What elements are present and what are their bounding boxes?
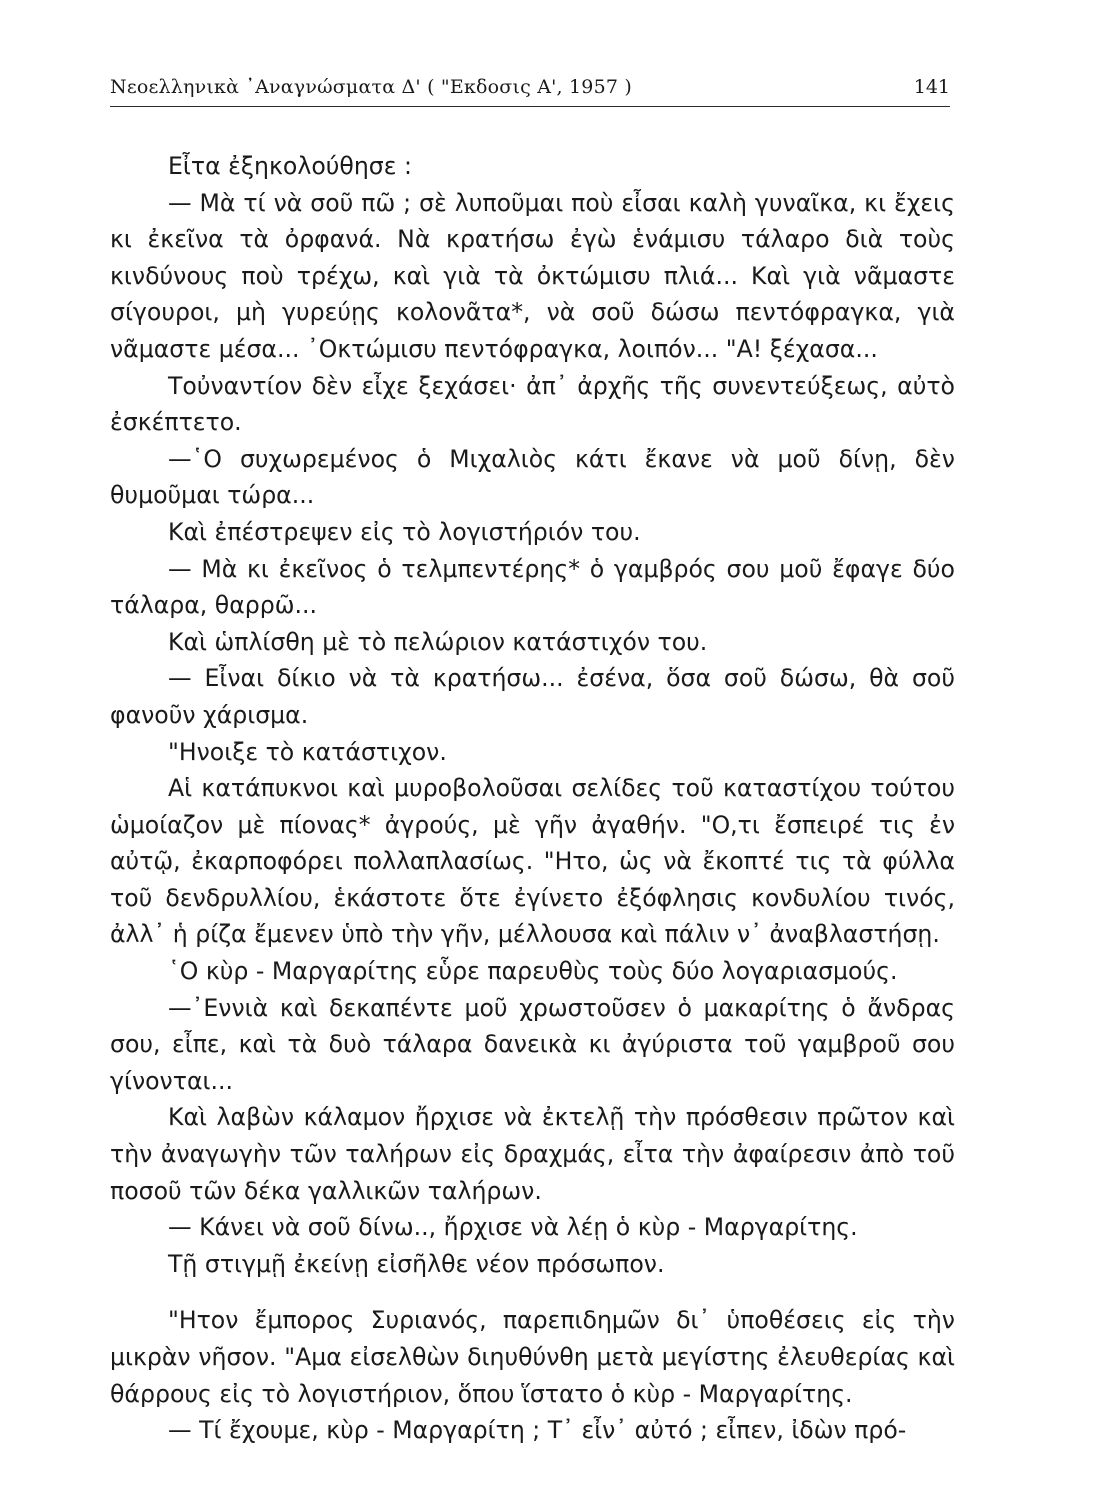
paragraph: ῾Ο κὺρ - Μαργαρίτης εὗρε παρευθὺς τοὺς δύο λογαριασμούς. — [168, 957, 898, 986]
paragraph: Τῇ στιγμῇ ἐκείνῃ εἰσῆλθε νέον πρόσωπον. — [168, 1249, 665, 1278]
paragraph: — Εἶναι δίκιο νὰ τὰ κρατήσω... ἐσένα, ὅσα σοῦ δώσω, θὰ σοῦ φανοῦν χάρισμα. — [110, 664, 955, 729]
paragraph: —᾿Εννιὰ καὶ δεκαπέντε μοῦ χρωστοῦσεν ὁ μακαρίτης ὁ ἄνδρας σου, εἶπε, καὶ τὰ δυὸ τάλαρα δανεικὰ κι ἀγύριστα τοῦ γαμβροῦ σου γίνονται... — [110, 993, 955, 1095]
running-header — [110, 70, 950, 107]
body-text — [110, 148, 955, 1449]
paragraph: Καὶ λαβὼν κάλαμον ἤρχισε νὰ ἐκτελῇ τὴν πρόσθεσιν πρῶτον καὶ τὴν ἀναγωγὴν τῶν ταλήρων εἰς δραχμάς, εἶτα τὴν ἀφαίρεσιν ἀπὸ τοῦ ποσοῦ τῶν δέκα γαλλικῶν ταλήρων. — [110, 1103, 955, 1205]
paragraph: "Ηνοιξε τὸ κατάστιχον. — [168, 737, 447, 766]
paragraph: — Μὰ κι ἐκεῖνος ὁ τελμπεντέρης* ὁ γαμβρός σου μοῦ ἔφαγε δύο τάλαρα, θαρρῶ... — [110, 554, 955, 620]
paragraph: Καὶ ἐπέστρεψεν εἰς τὸ λογιστήριόν του. — [168, 517, 641, 546]
paragraph: — Μὰ τί νὰ σοῦ πῶ ; σὲ λυποῦμαι ποὺ εἶσαι καλὴ γυναῖκα, κι ἔχεις κι ἐκεῖνα τὰ ὀρφανά. Νὰ κρατήσω ἐγὼ ἑνάμισυ τάλαρο διὰ τοὺς κινδύνους ποὺ τρέχω, καὶ γιὰ τὰ ὀκτώμισυ πλιά... Καὶ γιὰ νᾶμαστε σίγουροι, μὴ γυρεύῃς κολονᾶτα*, νὰ σοῦ δώσω πεντόφραγκα, γιὰ νᾶμαστε μέσα... ᾿Οκτώμισυ πεντόφραγκα, λοιπόν... "Α! ξέχασα... — [110, 188, 955, 363]
paragraph: Καὶ ὡπλίσθη μὲ τὸ πελώριον κατάστιχόν του. — [168, 627, 708, 656]
paragraph: Αἱ κατάπυκνοι καὶ μυροβολοῦσαι σελίδες τοῦ καταστίχου τούτου ὡμοίαζον μὲ πίονας* ἀγρούς, μὲ γῆν ἀγαθήν. "Ο,τι ἔσπειρέ τις ἐν αὐτῷ, ἐκαρποφόρει πολλαπλασίως. "Ητο, ὡς νὰ ἔκοπτέ τις τὰ φύλλα τοῦ δενδρυλλίου, ἑκάστοτε ὅτε ἐγίνετο ἐξόφλησις κονδυλίου τινός, ἀλλ᾿ ἡ ρίζα ἔμενεν ὑπὸ τὴν γῆν, μέλλουσα καὶ πάλιν ν᾿ ἀναβλαστήσῃ. — [110, 774, 955, 949]
paragraph: —῾Ο συχωρεμένος ὁ Μιχαλιὸς κάτι ἔκανε νὰ μοῦ δίνῃ, δὲν θυμοῦμαι τώρα... — [110, 444, 955, 510]
running-title: Νεοελληνικὰ ᾿Αναγνώσματα Δ' ( "Εκδοσις Α', 1957 ) — [110, 76, 633, 98]
paragraph: "Ητον ἔμπορος Συριανός, παρεπιδημῶν δι᾿ ὑποθέσεις εἰς τὴν μικρὰν νῆσον. "Αμα εἰσελθὼν διηυθύνθη μετὰ μεγίστης ἐλευθερίας καὶ θάρρους εἰς τὸ λογιστήριον, ὅπου ἵστατο ὁ κὺρ - Μαργαρίτης. — [110, 1306, 955, 1408]
paragraph: Τοὐναντίον δὲν εἶχε ξεχάσει· ἀπ᾿ ἀρχῆς τῆς συνεντεύξεως, αὐτὸ ἐσκέπτετο. — [110, 371, 955, 437]
paragraph: Εἶτα ἐξηκολούθησε : — [168, 152, 412, 180]
paragraph: — Τί ἔχουμε, κὺρ - Μαργαρίτη ; Τ᾿ εἶν᾿ αὐτό ; εἶπεν, ἰδὼν πρό- — [168, 1416, 907, 1445]
page-number: 141 — [913, 76, 950, 98]
paragraph: — Κάνει νὰ σοῦ δίνω.., ἤρχισε νὰ λέῃ ὁ κὺρ - Μαργαρίτης. — [168, 1213, 858, 1242]
